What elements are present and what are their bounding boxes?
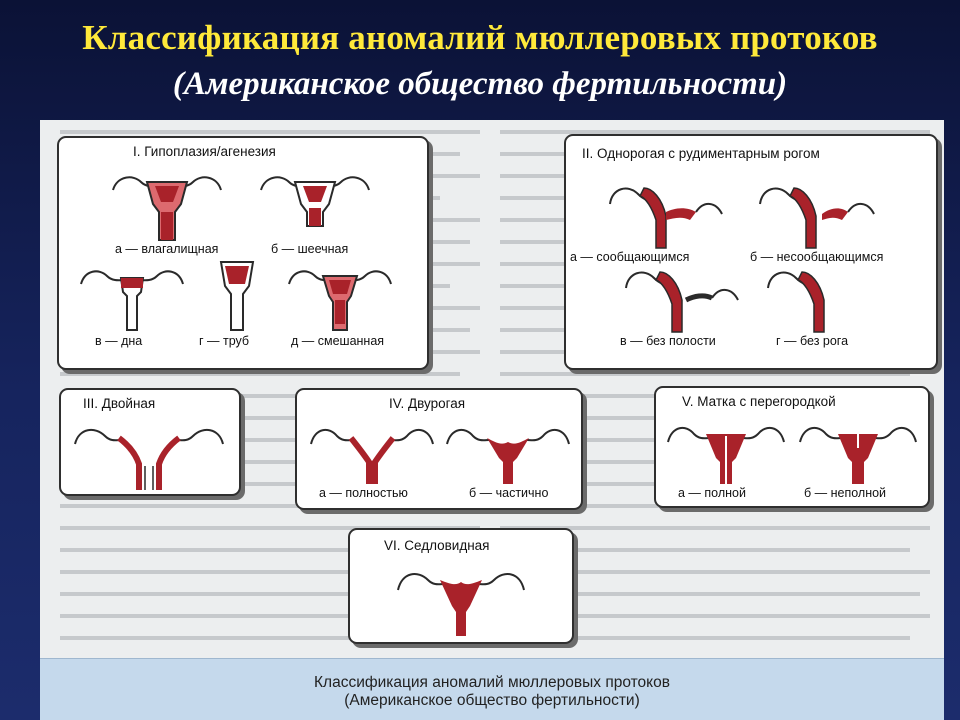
label-1e: д — смешанная	[291, 334, 385, 348]
uterus-figure-3	[71, 418, 227, 490]
uterus-figure-2c	[620, 260, 744, 332]
label-1d: г — труб	[199, 334, 250, 348]
panel-title: IV. Двурогая	[389, 396, 466, 411]
uterus-figure-2d	[762, 260, 872, 332]
uterus-figure-1b	[255, 168, 375, 240]
panel-didelphys	[59, 388, 241, 496]
panel-title: VI. Седловидная	[384, 538, 490, 553]
panel-hypoplasia-agenesis	[57, 136, 429, 370]
uterus-figure-4b	[443, 418, 573, 484]
panel-septate	[654, 386, 930, 508]
label-2d: г — без рога	[776, 334, 849, 348]
label-2b: б — несообщающимся	[750, 250, 884, 264]
caption-line-1: Классификация аномалий мюллеровых протоков	[314, 674, 670, 691]
label-2c: в — без полости	[620, 334, 716, 348]
slide-subtitle: (Американское общество фертильности)	[172, 66, 788, 102]
panel-unicornuate	[564, 134, 938, 370]
label-5b: б — неполной	[804, 486, 887, 500]
uterus-figure-1c	[77, 260, 187, 330]
label-4a: а — полностью	[319, 486, 408, 500]
uterus-figure-6	[394, 560, 528, 636]
uterus-figure-5b	[796, 416, 920, 484]
panel-title: II. Однорогая с рудиментарным рогом	[582, 146, 820, 161]
uterus-figure-1e	[285, 260, 395, 330]
panel-title: III. Двойная	[83, 396, 156, 411]
label-1b: б — шеечная	[271, 242, 349, 256]
uterus-figure-2b	[754, 176, 878, 248]
label-2a: а — сообщающимся	[570, 250, 690, 264]
panel-title: V. Матка с перегородкой	[682, 394, 836, 409]
uterus-figure-2a	[604, 176, 728, 248]
label-1a: а — влагалищная	[115, 242, 219, 256]
slide-title: Классификация аномалий мюллеровых протоков	[82, 18, 878, 57]
caption-line-2: (Американское общество фертильности)	[344, 692, 640, 709]
uterus-figure-1a	[107, 168, 227, 240]
uterus-figure-4a	[307, 418, 437, 484]
uterus-figure-1d	[215, 256, 259, 330]
label-1c: в — дна	[95, 334, 143, 348]
uterus-figure-5a	[664, 416, 788, 484]
panel-arcuate	[348, 528, 574, 644]
label-4b: б — частично	[469, 486, 549, 500]
panel-bicornuate	[295, 388, 583, 510]
label-5a: а — полной	[678, 486, 746, 500]
panel-title: I. Гипоплазия/агенезия	[133, 144, 276, 159]
